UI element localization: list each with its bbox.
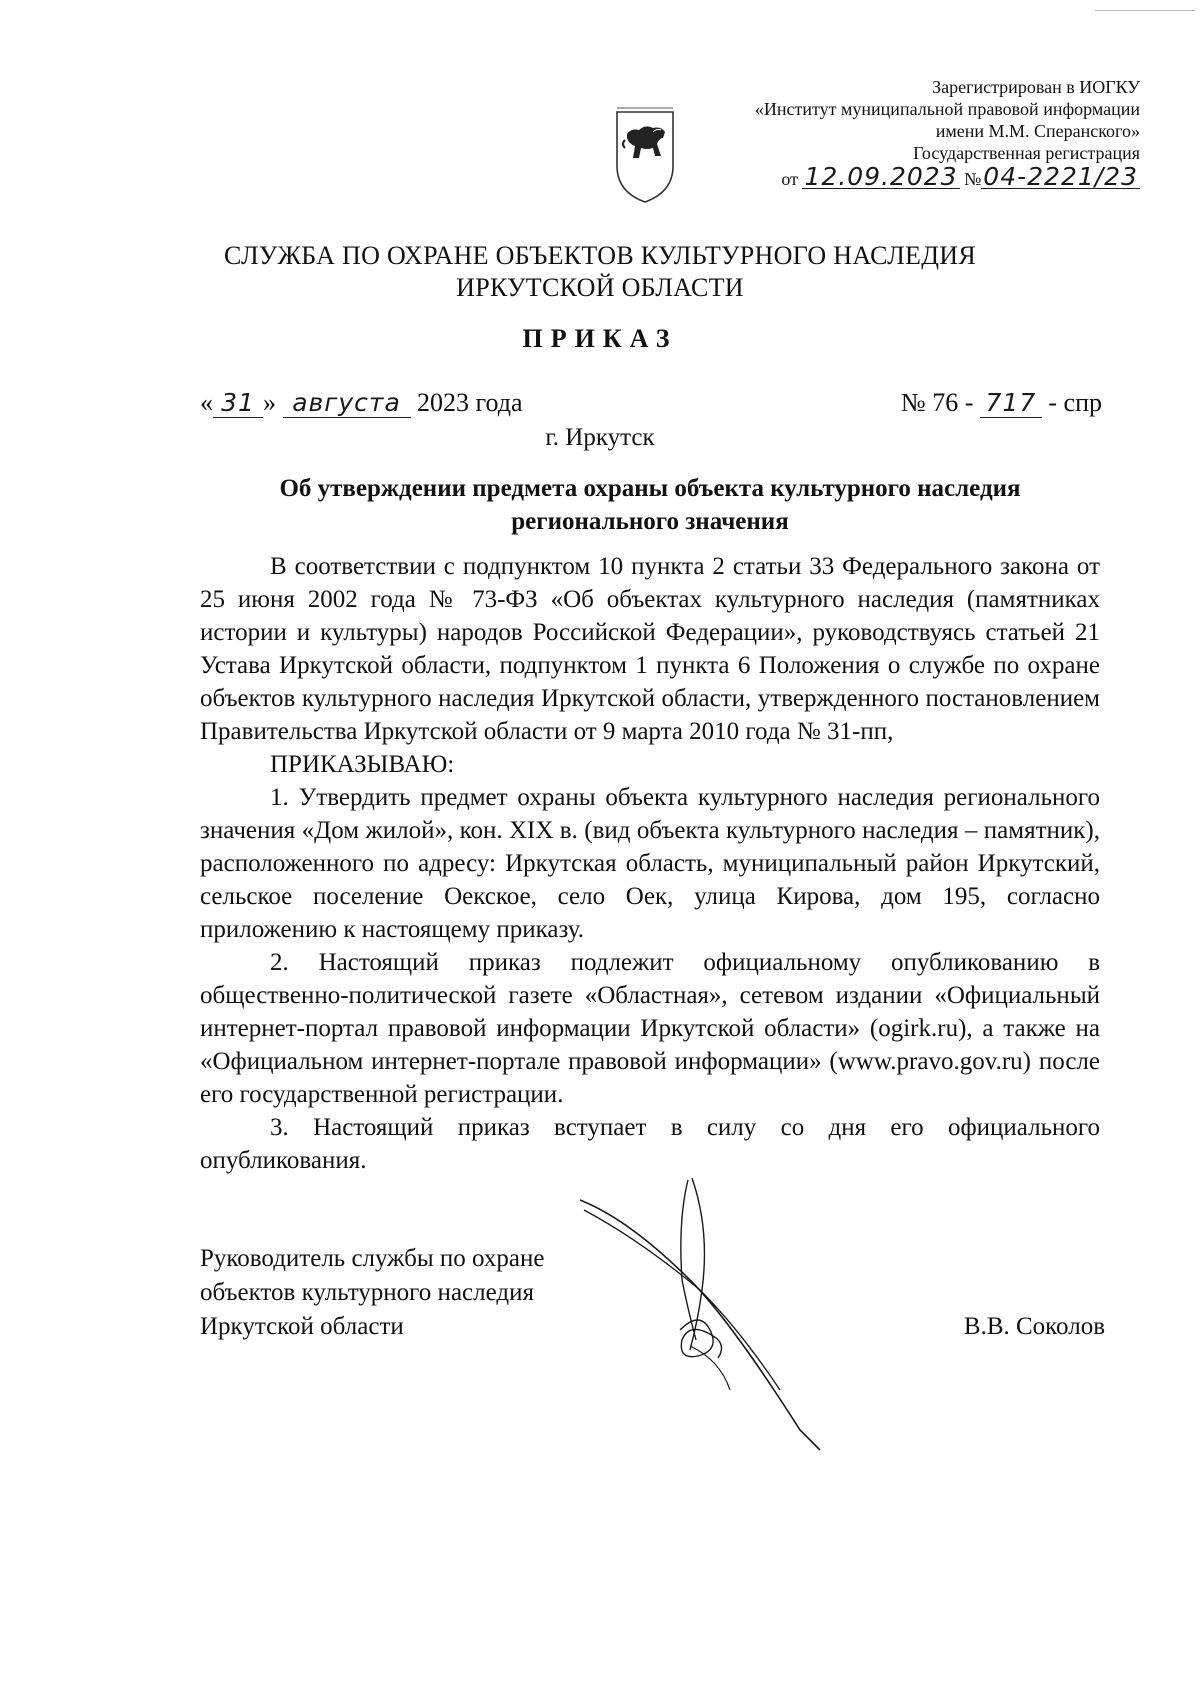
document-body: [200, 550, 1100, 1177]
order-item-1: 1. Утвердить предмет охраны объекта культурного наследия регионального значения «Дом жилой», кон. XIX в. (вид объекта культурного наследия – памятник), расположенного по адресу: Иркутская область, муниципальный район Иркутский, сельское поселение Оекское, село Оек, улица Кирова, дом 195, согласно приложению к настоящему приказу.: [200, 784, 1100, 943]
organization-name-line-1: СЛУЖБА ПО ОХРАНЕ ОБЪЕКТОВ КУЛЬТУРНОГО НАСЛЕДИЯ: [224, 241, 976, 270]
subject-line-1: Об утверждении предмета охраны объекта культурного наследия: [279, 475, 1021, 502]
signatory-name: В.В. Соколов: [963, 1313, 1105, 1340]
document-date: [200, 386, 523, 420]
document-city: г. Иркутск: [545, 424, 655, 451]
date-year: 2023 года: [417, 388, 523, 417]
registration-line-1: Зарегистрирован в ИОГКУ: [932, 77, 1140, 97]
registration-from-label: от: [781, 169, 798, 189]
registration-number-line: [620, 162, 1140, 191]
document-number: [901, 386, 1102, 420]
registration-number-sign: №: [964, 169, 982, 189]
signatory-position: [200, 1242, 544, 1344]
organization-name: [0, 240, 1200, 304]
subject-line-2: регионального значения: [511, 508, 789, 535]
top-edge-line: [1095, 10, 1195, 11]
registration-stamp: [620, 76, 1140, 190]
document-subject: [200, 472, 1100, 538]
signatory-position-line-1: Руководитель службы по охране: [200, 1245, 545, 1272]
order-item-2: 2. Настоящий приказ подлежит официальному опубликованию в общественно-политической газете «Областная», сетевом издании «Официальный интернет-портал правовой информации Иркутской области» (ogirk.ru), а также на «Официальном интернет-портале правовой информации» (www.pravo.gov.ru) после его государственной регистрации.: [200, 949, 1100, 1108]
date-day-handwritten: 31: [213, 389, 263, 418]
order-item-3: 3. Настоящий приказ вступает в силу со дня его официального опубликования.: [200, 1114, 1100, 1174]
registration-line-2: «Институт муниципальной правовой информации: [754, 99, 1140, 119]
document-type-title: ПРИКАЗ: [522, 324, 678, 353]
order-word: ПРИКАЗЫВАЮ:: [270, 751, 455, 778]
signatory-position-line-3: Иркутской области: [200, 1313, 404, 1340]
date-open-quote: «: [200, 388, 213, 417]
registration-date-handwritten: 12.09.2023: [804, 162, 958, 191]
preamble-paragraph: В соответствии с подпунктом 10 пункта 2 статьи 33 Федерального закона от 25 июня 2002 года № 73-ФЗ «Об объектах культурного наследия (памятниках истории и культуры) народов Российской Федерации», руководствуясь статьей 21 Устава Иркутской области, подпунктом 1 пункта 6 Положения о службе по охране объектов культурного наследия Иркутской области, утвержденного постановлением Правительства Иркутской области от 9 марта 2010 года № 31-пп,: [200, 553, 1100, 745]
document-number-handwritten: 717: [980, 389, 1042, 418]
date-close-quote: »: [263, 388, 276, 417]
handwritten-signature-icon: [570, 1160, 870, 1460]
registration-number-handwritten: 04-2221/23: [983, 162, 1138, 191]
document-number-prefix: № 76 -: [900, 388, 974, 417]
organization-name-line-2: ИРКУТСКОЙ ОБЛАСТИ: [456, 273, 744, 302]
signatory-position-line-2: объектов культурного наследия: [200, 1279, 534, 1306]
registration-line-3: имени М.М. Сперанского»: [935, 121, 1140, 141]
date-month-handwritten: августа: [283, 389, 411, 418]
document-number-suffix: - спр: [1048, 388, 1102, 417]
registration-line-4: Государственная регистрация: [913, 143, 1140, 163]
